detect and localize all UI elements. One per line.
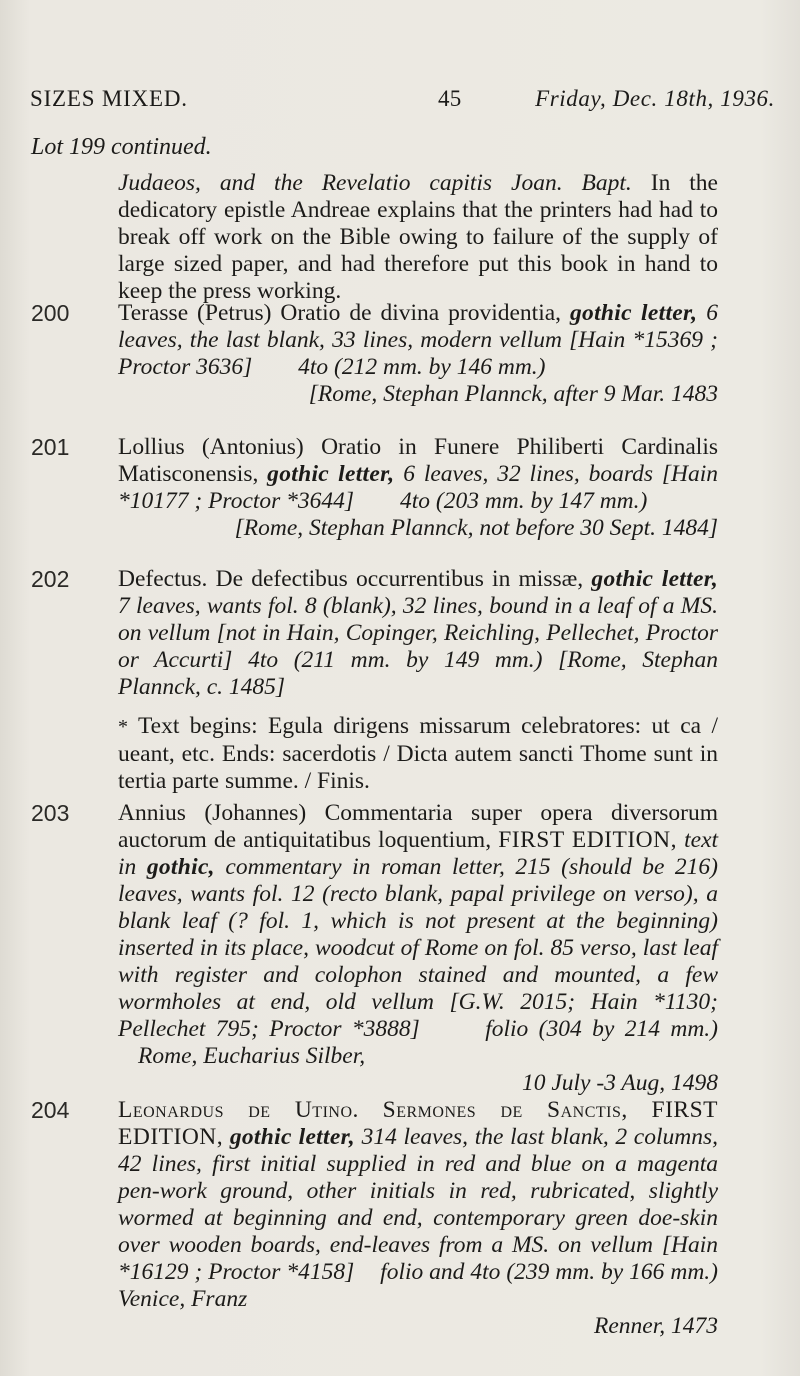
lot-format: 4to (212 mm. by 146 mm.) <box>298 354 546 380</box>
lot-title: Oratio de divina providentia, <box>280 300 562 326</box>
lot-description <box>118 300 718 408</box>
continued-title: Judaeos, and the Revelatio capitis Joan. Bapt. <box>118 170 632 196</box>
lot-author: Annius (Johannes) <box>118 800 307 826</box>
note-asterisk: * <box>118 716 128 738</box>
lot-number: 200 <box>31 300 70 326</box>
continued-note: In the dedicatory epistle Andreae explains that the printers had had to break off work on the Bible owing to failure of the supply of large sized paper, and had therefore put this book in hand to keep the press working. <box>118 170 718 304</box>
lot-letter-type: gothic letter, <box>229 1124 355 1150</box>
lot-imprint: Rome, Eucharius Silber, <box>138 1043 366 1069</box>
lot-author: Lollius (Antonius) <box>118 434 304 460</box>
running-head-left: SIZES MIXED. <box>30 86 188 111</box>
lot-letter-type: gothic letter, <box>591 566 719 592</box>
lot-imprint-date: Renner, 1473 <box>593 1313 718 1339</box>
lot-imprint: [Rome, Stephan Plannck, c. 1485] <box>118 647 718 700</box>
lot-edition: FIRST EDITION, <box>498 827 678 853</box>
lot-imprint-date: 10 July -3 Aug, 1498 <box>521 1070 718 1096</box>
lot-letter-type: gothic, <box>146 854 215 880</box>
page-number: 45 <box>438 86 462 111</box>
running-head <box>30 86 775 120</box>
lot-format: 4to (211 mm. by 149 mm.) <box>248 647 543 673</box>
lot-details: 7 leaves, wants fol. 8 (blank), 32 lines, bound in a leaf of a MS. on vellum [not in Hain, Copinger, Reichling, Pellechet, Proctor or Accurti] <box>118 593 718 673</box>
lot-format: folio and 4to (239 mm. by 166 mm.) <box>380 1259 718 1285</box>
lot-imprint: [Rome, Stephan Plannck, not before 30 Sept. 1484] <box>234 515 718 541</box>
lot-number: 201 <box>31 434 70 460</box>
lot-note: Text begins: Egula dirigens missarum celebratores: ut ca / ueant, etc. Ends: sacerdotis / Dicta autem sancti Thome sunt in tertia parte summe. / Finis. <box>118 713 718 794</box>
lot-author: Terasse (Petrus) <box>118 300 272 326</box>
lot-letter-type: gothic letter, <box>267 461 395 487</box>
lot-details: 314 leaves, the last blank, 2 columns, 42 lines, first initial supplied in red and blue on a magenta pen-work ground, other initials in red, rubricated, slightly wormed at beginning and end, contemporary green doe-skin over wooden boards, end-leaves from a MS. on vellum [Hain *16129 ; Proctor *4158] <box>118 1124 719 1285</box>
lot-details: commentary in roman letter, 215 (should be 216) leaves, wants fol. 12 (recto blank, papal privilege on verso), a blank leaf (? fol. 1, which is not present at the beginning) inserted in its place, woodcut of Rome on fol. 85 verso, last leaf with register and colophon stained and mounted, a few wormholes at end, old vellum [G.W. 2015; Hain *1130; Pellechet 795; Proctor *3888] <box>118 854 719 1042</box>
lot-format: folio (304 by 214 mm.) <box>485 1016 718 1042</box>
lot-text-in: text in <box>118 827 719 880</box>
lot-title: De defectibus occurrentibus in missæ, <box>215 566 584 592</box>
lot-title: Sermones de Sanctis, <box>382 1097 628 1123</box>
lot-description <box>118 1097 718 1340</box>
lot-format: 4to (203 mm. by 147 mm.) <box>399 488 648 514</box>
lot-number: 203 <box>31 800 70 826</box>
lot-title: Oratio in Funere Philiberti Cardinalis Matisconensis, <box>118 434 719 487</box>
lot-author: Leonardus de Utino. <box>118 1097 359 1123</box>
lot-description <box>118 800 718 1097</box>
lot-details: 6 leaves, 32 lines, boards [Hain *10177 ; Proctor *3644] <box>118 461 719 514</box>
lot-details: 6 leaves, the last blank, 33 lines, modern vellum [Hain *15369 ; Proctor 3636] <box>118 300 719 380</box>
lot-description <box>118 434 718 542</box>
lot-title: Commentaria super opera diversorum auctorum de antiquitatibus loquentium, <box>118 800 718 853</box>
lot-author: Defectus. <box>118 566 208 592</box>
lot-199-continued-text <box>118 170 718 305</box>
lot-continued-heading: Lot 199 continued. <box>31 134 212 160</box>
lot-description <box>118 566 718 795</box>
lot-imprint: Venice, Franz <box>118 1286 248 1312</box>
lot-number: 204 <box>31 1097 70 1123</box>
lot-imprint: [Rome, Stephan Plannck, after 9 Mar. 1483 <box>308 381 718 407</box>
lot-number: 202 <box>31 566 70 592</box>
lot-letter-type: gothic letter, <box>569 300 698 326</box>
sale-date: Friday, Dec. 18th, 1936. <box>535 86 775 111</box>
lot-edition: FIRST EDITION, <box>118 1097 719 1150</box>
